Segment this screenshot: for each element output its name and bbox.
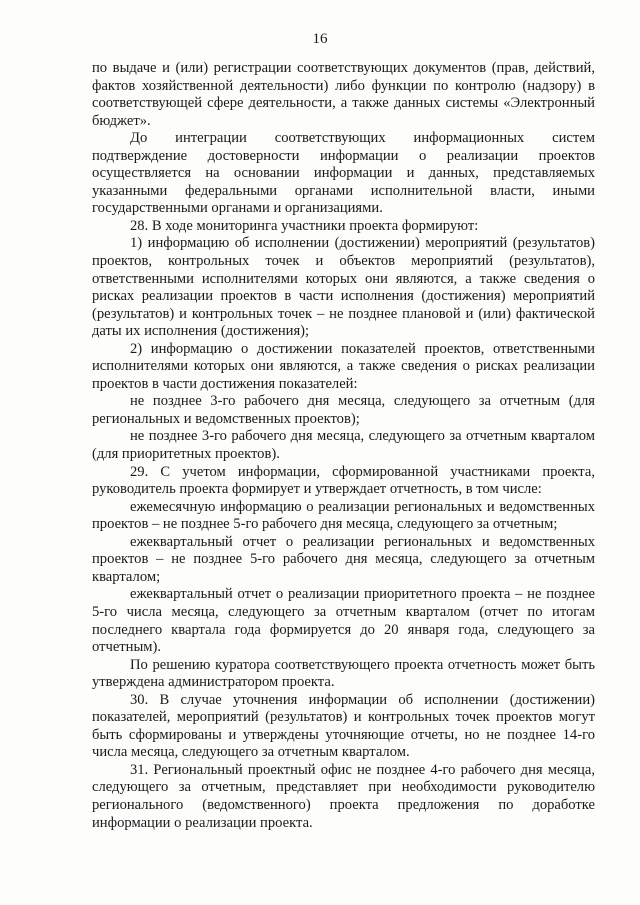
paragraph: ежемесячную информацию о реализации региональных и ведомственных проектов – не позднее 5-го рабочего дня месяца, следующего за отчетным; [92,498,595,533]
paragraph: По решению куратора соответствующего проекта отчетность может быть утверждена администратором проекта. [92,656,595,691]
paragraph: До интеграции соответствующих информационных систем подтверждение достоверности информации о реализации проектов осуществляется на основании информации и данных, представляемых указанными федеральными органами исполнительной власти, иными государственными органами и организациями. [92,130,595,217]
paragraph-item-1: 1) информацию об исполнении (достижении) мероприятий (результатов) проектов, контрольных точек и объектов мероприятий (результатов), ответственными исполнителями которых они являются, а также сведения о рисках реализации проектов в части исполнения (достижения) мероприятий (результатов) и контрольных точек – не позднее плановой и (или) фактической даты их исполнения (достижения); [92,235,595,340]
document-body [92,60,595,832]
paragraph-clause-28: 28. В ходе мониторинга участники проекта формируют: [130,217,479,234]
paragraph-clause-29: 29. С учетом информации, сформированной участниками проекта, руководитель проекта формирует и утверждает отчетность, в том числе: [92,463,595,498]
page-number: 16 [312,31,328,47]
paragraph: ежеквартальный отчет о реализации региональных и ведомственных проектов – не позднее 5-го рабочего дня месяца, следующего за отчетным кварталом; [92,533,595,585]
paragraph: не позднее 3-го рабочего дня месяца, следующего за отчетным (для региональных и ведомственных проектов); [92,393,595,427]
paragraph: ежеквартальный отчет о реализации приоритетного проекта – не позднее 5-го числа месяца, следующего за отчетным кварталом (отчет по итогам последнего квартала года формируется до 20 января года, следующего за отчетным). [92,586,595,656]
paragraph-clause-31: 31. Региональный проектный офис не позднее 4-го рабочего дня месяца, следующего за отчетным, представляет при необходимости руководителю регионального (ведомственного) проекта предложения по доработке информации о реализации проекта. [92,761,595,831]
paragraph-continuation: по выдаче и (или) регистрации соответствующих документов (прав, действий, фактов хозяйственной деятельности) либо функции по контролю (надзору) в соответствующей сфере деятельности, а также данных системы «Электронный бюджет». [92,60,595,129]
paragraph-clause-30: 30. В случае уточнения информации об исполнении (достижении) показателей, мероприятий (результатов) и контрольных точек проектов могут быть сформированы и утверждены уточняющие отчеты, но не позднее 14-го числа месяца, следующего за отчетным кварталом. [92,691,595,761]
paragraph: не позднее 3-го рабочего дня месяца, следующего за отчетным кварталом (для приоритетных проектов). [92,428,595,463]
paragraph-item-2: 2) информацию о достижении показателей проектов, ответственными исполнителями которых они являются, а также сведения о рисках реализации проектов в части достижения показателей: [92,340,595,392]
